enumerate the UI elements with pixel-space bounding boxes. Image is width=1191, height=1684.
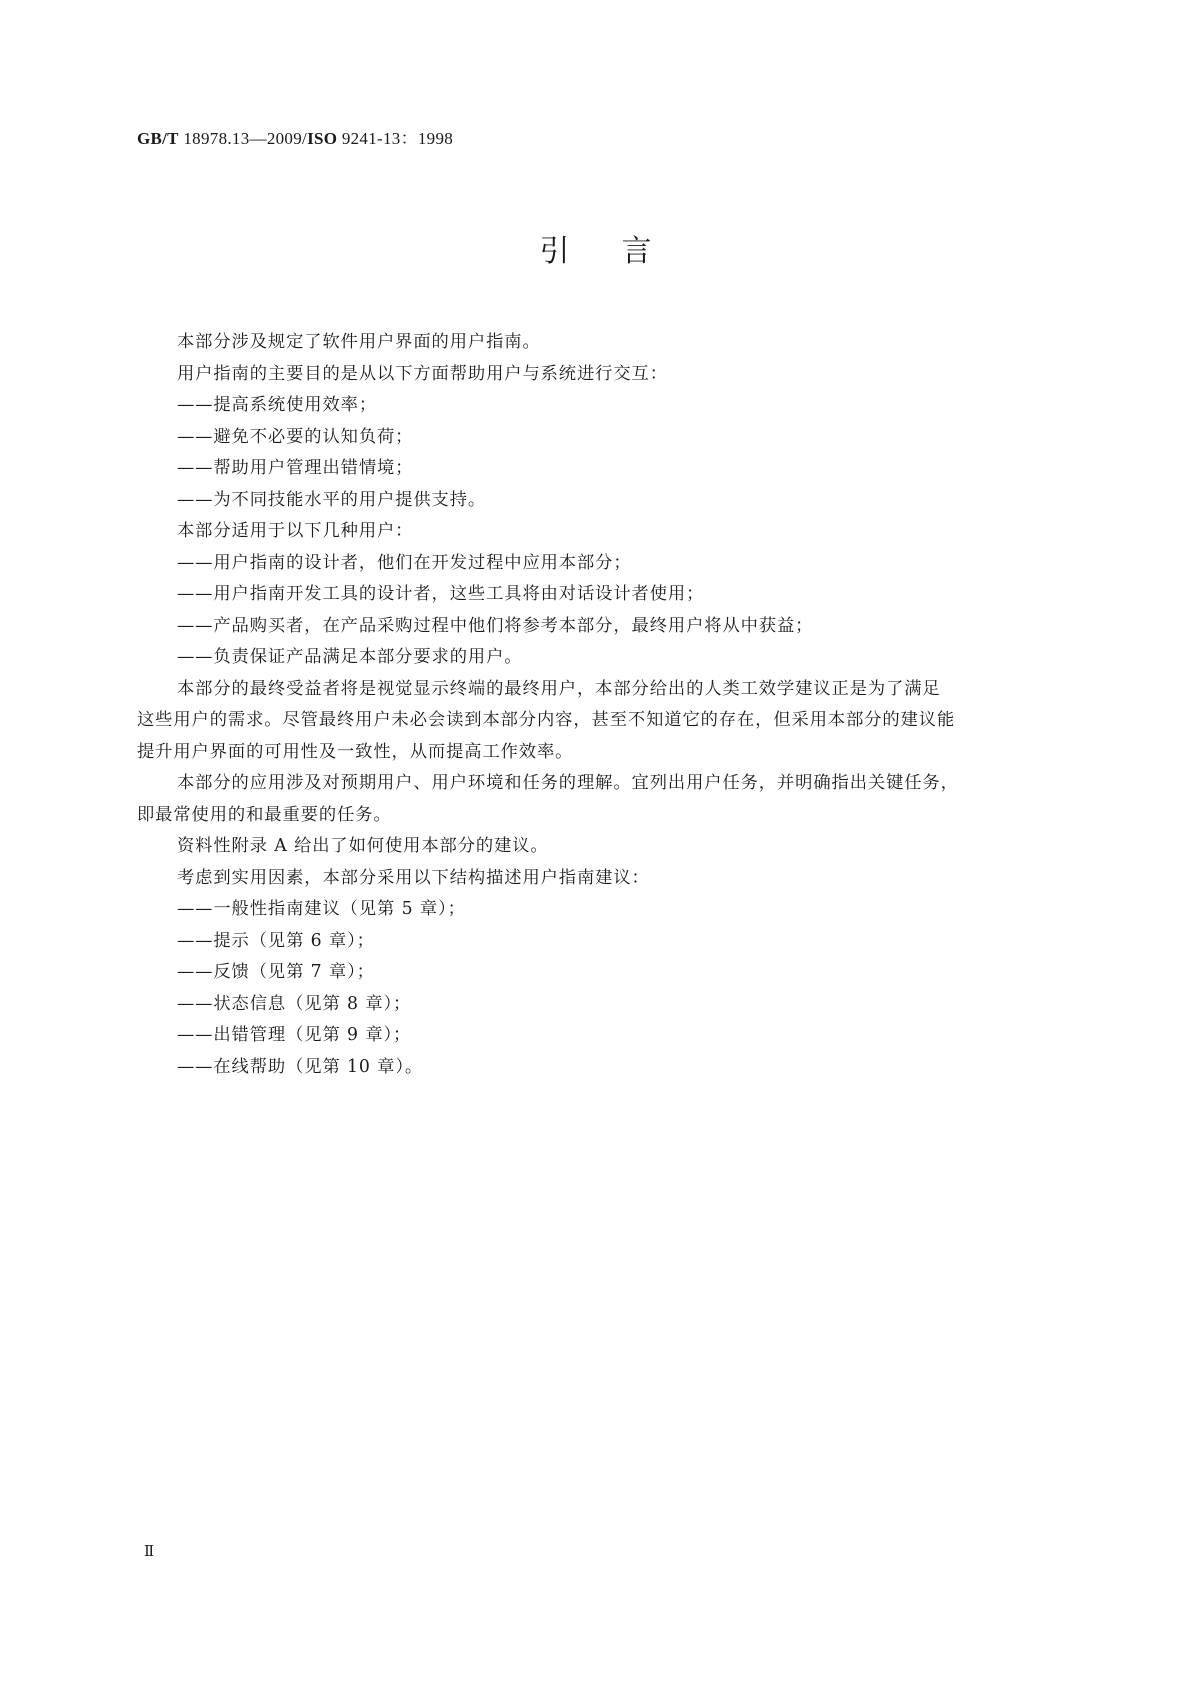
- list-item: ——出错管理（见第 9 章）；: [177, 1025, 412, 1045]
- list-item: ——在线帮助（见第 10 章）。: [177, 1056, 424, 1077]
- list-item: ——用户指南的设计者，他们在开发过程中应用本部分；: [177, 552, 632, 573]
- standard-prefix: GB/T: [137, 129, 179, 148]
- standard-number: 18978.13—2009/: [178, 129, 308, 148]
- paragraph: 资料性附录 A 给出了如何使用本部分的建议。: [177, 836, 549, 856]
- paragraph: 考虑到实用因素，本部分采用以下结构描述用户指南建议：: [177, 867, 650, 888]
- list-item: ——负责保证产品满足本部分要求的用户。: [177, 647, 523, 667]
- paragraph-line: 这些用户的需求。尽管最终用户未必会读到本部分内容，甚至不知道它的存在，但采用本部分的建议能: [137, 710, 956, 730]
- document-header: [137, 124, 453, 149]
- paragraph-line: 本部分的最终受益者将是视觉显示终端的最终用户，本部分给出的人类工效学建议正是为了满足: [177, 678, 941, 699]
- list-item: ——反馈（见第 7 章）；: [177, 962, 375, 982]
- list-item: ——提高系统使用效率；: [177, 395, 377, 415]
- paragraph: 用户指南的主要目的是从以下方面帮助用户与系统进行交互：: [177, 363, 668, 384]
- page-number: Ⅱ: [144, 1544, 155, 1560]
- list-item: ——帮助用户管理出错情境；: [177, 458, 414, 478]
- page-title: 引言: [539, 234, 704, 269]
- iso-prefix: ISO: [307, 129, 338, 148]
- paragraph: 本部分适用于以下几种用户：: [177, 521, 414, 541]
- paragraph: 本部分涉及规定了软件用户界面的用户指南。: [177, 332, 541, 352]
- paragraph-application: [137, 768, 1067, 831]
- list-item: ——一般性指南建议（见第 5 章）；: [177, 899, 466, 919]
- list-item: ——提示（见第 6 章）；: [177, 930, 375, 951]
- list-item: ——产品购买者，在产品采购过程中他们将参考本部分，最终用户将从中获益；: [177, 615, 814, 636]
- list-item: ——避免不必要的认知负荷；: [177, 426, 414, 447]
- paragraph-line: 本部分的应用涉及对预期用户、用户环境和任务的理解。宜列出用户任务，并明确指出关键任务，: [177, 773, 959, 793]
- paragraph-line: 提升用户界面的可用性及一致性，从而提高工作效率。: [137, 741, 574, 762]
- list-item: ——用户指南开发工具的设计者，这些工具将由对话设计者使用；: [177, 584, 705, 604]
- paragraph-benefit: [137, 674, 1067, 769]
- introduction-body: [137, 327, 1067, 1083]
- paragraph-line: 即最常使用的和最重要的任务。: [137, 804, 392, 825]
- iso-number: 9241-13：1998: [337, 129, 454, 148]
- list-item: ——为不同技能水平的用户提供支持。: [177, 489, 487, 510]
- list-item: ——状态信息（见第 8 章）；: [177, 993, 412, 1014]
